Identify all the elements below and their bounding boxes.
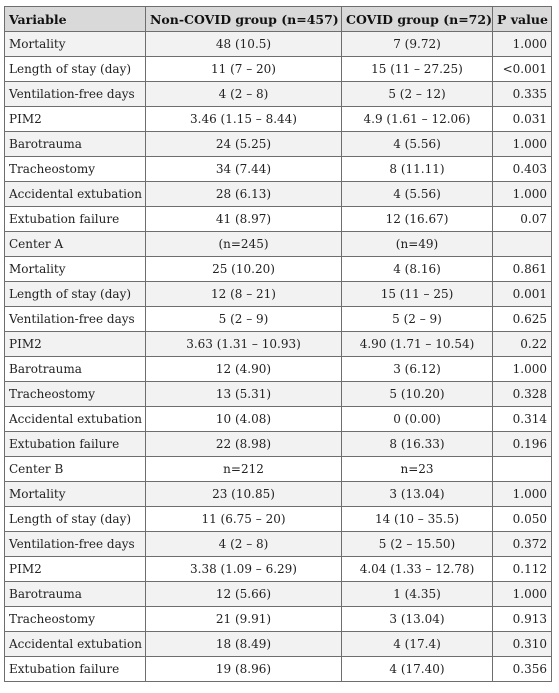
p-value-cell: 0.112 [493,557,552,582]
table-row [5,407,552,432]
table-row [5,457,552,482]
variable-cell: Ventilation-free days [5,532,146,557]
p-value-cell: 0.314 [493,407,552,432]
variable-cell: Mortality [5,257,146,282]
variable-cell: PIM2 [5,557,146,582]
variable-cell: Accidental extubation [5,632,146,657]
table-row [5,257,552,282]
variable-cell: Extubation failure [5,657,146,682]
variable-cell: Ventilation-free days [5,307,146,332]
table-row [5,607,552,632]
p-value-cell: 1.000 [493,182,552,207]
table-row [5,507,552,532]
p-value-cell: 1.000 [493,357,552,382]
p-value-cell: 1.000 [493,482,552,507]
non-covid-cell: 21 (9.91) [146,607,342,632]
covid-cell: 0 (0.00) [342,407,493,432]
variable-cell: Accidental extubation [5,182,146,207]
non-covid-cell: 48 (10.5) [146,32,342,57]
non-covid-cell: 28 (6.13) [146,182,342,207]
p-value-cell: 0.001 [493,282,552,307]
table-row [5,482,552,507]
p-value-cell: 0.335 [493,82,552,107]
covid-cell: 3 (6.12) [342,357,493,382]
variable-cell: Ventilation-free days [5,82,146,107]
variable-cell: Center A [5,232,146,257]
table-row [5,232,552,257]
variable-cell: Tracheostomy [5,157,146,182]
variable-cell: Barotrauma [5,132,146,157]
covid-cell: 5 (2 – 12) [342,82,493,107]
non-covid-cell: 11 (7 – 20) [146,57,342,82]
table-row [5,182,552,207]
table-row [5,332,552,357]
p-value-cell [493,457,552,482]
covid-cell: 4 (5.56) [342,182,493,207]
covid-cell: 3 (13.04) [342,607,493,632]
table-row [5,632,552,657]
p-value-cell: 0.196 [493,432,552,457]
non-covid-cell: 41 (8.97) [146,207,342,232]
non-covid-cell: 13 (5.31) [146,382,342,407]
p-value-cell: 1.000 [493,32,552,57]
non-covid-cell: 34 (7.44) [146,157,342,182]
covid-cell: 4 (17.4) [342,632,493,657]
column-header-variable: Variable [5,7,146,32]
non-covid-cell: 3.38 (1.09 – 6.29) [146,557,342,582]
covid-cell: 4 (17.40) [342,657,493,682]
variable-cell: Tracheostomy [5,607,146,632]
covid-cell: n=23 [342,457,493,482]
p-value-cell: 0.356 [493,657,552,682]
table-row [5,532,552,557]
table-row [5,382,552,407]
non-covid-cell: 11 (6.75 – 20) [146,507,342,532]
non-covid-cell: 18 (8.49) [146,632,342,657]
p-value-cell: 0.310 [493,632,552,657]
variable-cell: Length of stay (day) [5,282,146,307]
non-covid-cell: 12 (4.90) [146,357,342,382]
non-covid-cell: 12 (8 – 21) [146,282,342,307]
covid-cell: 4 (8.16) [342,257,493,282]
p-value-cell: 0.372 [493,532,552,557]
non-covid-cell: n=212 [146,457,342,482]
p-value-cell: 0.07 [493,207,552,232]
covid-cell: 4.90 (1.71 – 10.54) [342,332,493,357]
covid-cell: 15 (11 – 25) [342,282,493,307]
p-value-cell: 0.403 [493,157,552,182]
table-row [5,432,552,457]
table-row [5,357,552,382]
covid-cell: 5 (2 – 9) [342,307,493,332]
p-value-cell: 1.000 [493,582,552,607]
variable-cell: Mortality [5,32,146,57]
covid-cell: (n=49) [342,232,493,257]
covid-cell: 1 (4.35) [342,582,493,607]
covid-cell: 12 (16.67) [342,207,493,232]
p-value-cell: 0.861 [493,257,552,282]
p-value-cell [493,232,552,257]
p-value-cell: 0.22 [493,332,552,357]
covid-cell: 4.9 (1.61 – 12.06) [342,107,493,132]
covid-cell: 5 (10.20) [342,382,493,407]
table-row [5,57,552,82]
column-header-non-covid: Non-COVID group (n=457) [146,7,342,32]
covid-cell: 15 (11 – 27.25) [342,57,493,82]
non-covid-cell: 24 (5.25) [146,132,342,157]
p-value-cell: 0.913 [493,607,552,632]
non-covid-cell: 5 (2 – 9) [146,307,342,332]
p-value-cell: 0.328 [493,382,552,407]
non-covid-cell: 4 (2 – 8) [146,82,342,107]
variable-cell: PIM2 [5,332,146,357]
results-table [4,6,552,682]
p-value-cell: 0.050 [493,507,552,532]
table-row [5,282,552,307]
variable-cell: Center B [5,457,146,482]
p-value-cell: <0.001 [493,57,552,82]
variable-cell: Length of stay (day) [5,507,146,532]
table-row [5,107,552,132]
non-covid-cell: 25 (10.20) [146,257,342,282]
non-covid-cell: 10 (4.08) [146,407,342,432]
table-row [5,157,552,182]
column-header-covid: COVID group (n=72) [342,7,493,32]
table-row [5,307,552,332]
table-row [5,207,552,232]
covid-cell: 4 (5.56) [342,132,493,157]
non-covid-cell: 19 (8.96) [146,657,342,682]
covid-cell: 7 (9.72) [342,32,493,57]
variable-cell: Barotrauma [5,357,146,382]
table-row [5,132,552,157]
non-covid-cell: 3.63 (1.31 – 10.93) [146,332,342,357]
non-covid-cell: 12 (5.66) [146,582,342,607]
variable-cell: PIM2 [5,107,146,132]
header-row [5,7,552,32]
variable-cell: Accidental extubation [5,407,146,432]
variable-cell: Extubation failure [5,432,146,457]
p-value-cell: 1.000 [493,132,552,157]
variable-cell: Length of stay (day) [5,57,146,82]
non-covid-cell: 3.46 (1.15 – 8.44) [146,107,342,132]
p-value-cell: 0.625 [493,307,552,332]
covid-cell: 3 (13.04) [342,482,493,507]
non-covid-cell: (n=245) [146,232,342,257]
variable-cell: Tracheostomy [5,382,146,407]
table-row [5,557,552,582]
covid-cell: 5 (2 – 15.50) [342,532,493,557]
variable-cell: Extubation failure [5,207,146,232]
table-row [5,82,552,107]
table-body [5,32,552,682]
non-covid-cell: 22 (8.98) [146,432,342,457]
table-row [5,657,552,682]
p-value-cell: 0.031 [493,107,552,132]
non-covid-cell: 4 (2 – 8) [146,532,342,557]
covid-cell: 8 (16.33) [342,432,493,457]
covid-cell: 8 (11.11) [342,157,493,182]
table-row [5,32,552,57]
covid-cell: 14 (10 – 35.5) [342,507,493,532]
column-header-p-value: P value [493,7,552,32]
covid-cell: 4.04 (1.33 – 12.78) [342,557,493,582]
table-row [5,582,552,607]
variable-cell: Barotrauma [5,582,146,607]
non-covid-cell: 23 (10.85) [146,482,342,507]
variable-cell: Mortality [5,482,146,507]
